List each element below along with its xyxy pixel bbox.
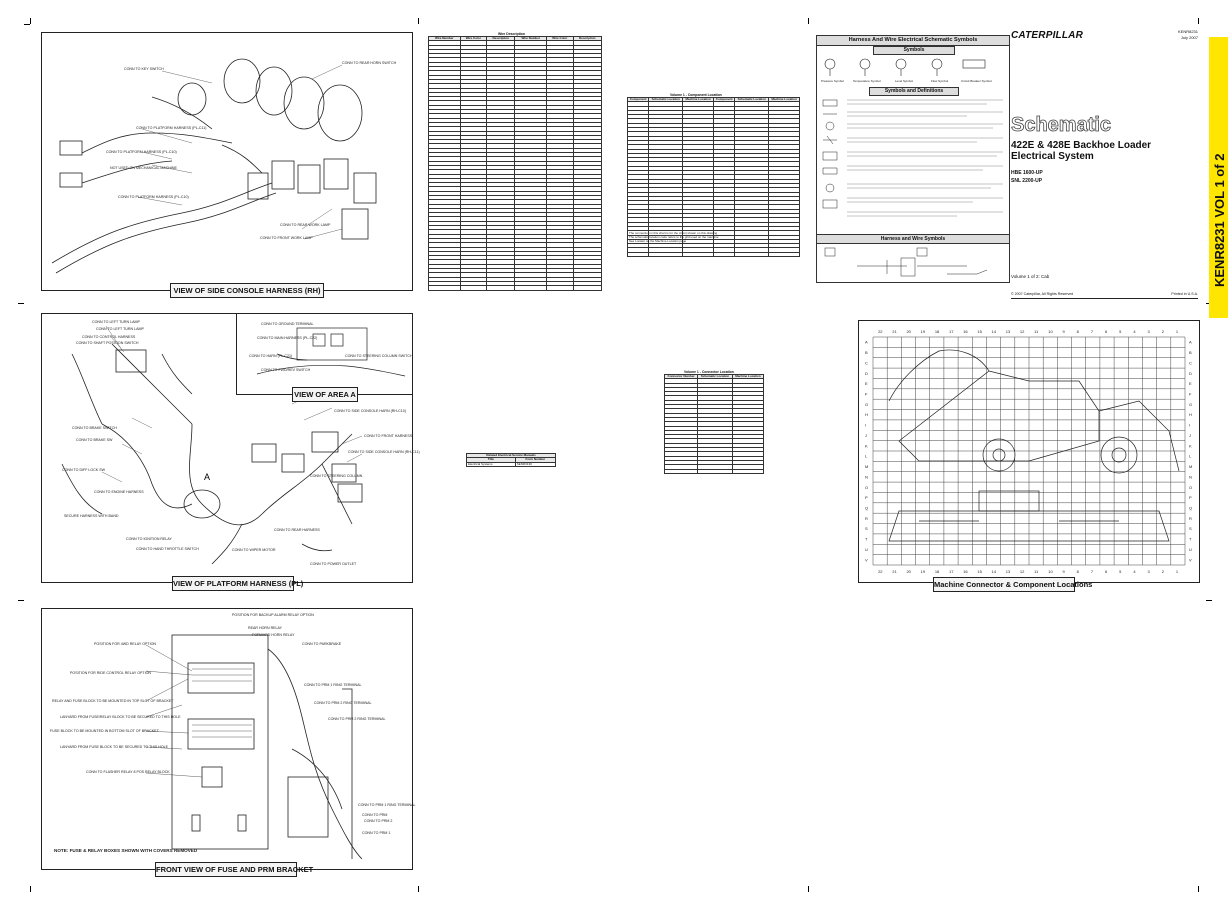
grid-column-label: 6	[1105, 569, 1108, 574]
callout-fuse-block: FUSE BLOCK TO BE MOUNTED IN BOTTOM SLOT OF BRACKET	[50, 729, 159, 733]
doc-number: KENR8231	[1177, 29, 1198, 34]
side-console-harness-drawing	[42, 33, 412, 290]
callout-side-console-c11: CONN TO SIDE CONSOLE HARN (RH-C11)	[348, 450, 420, 454]
callout-left-turn-lamp-2: CONN TO LEFT TURN LAMP	[96, 327, 144, 331]
grid-row-label: P	[1189, 495, 1192, 501]
caterpillar-logo: CATERPILLAR	[1011, 30, 1084, 41]
side-tab	[1209, 37, 1228, 318]
grid-row-label: U	[1189, 546, 1192, 552]
wire-row-cell	[573, 286, 601, 290]
callout-backup-alarm: POSITION FOR BACKUP ALARM RELAY OPTION	[232, 613, 314, 617]
grid-row-label: V	[1189, 557, 1192, 563]
grid-column-label: 20	[906, 329, 911, 334]
schematic-word: Schematic	[1011, 114, 1112, 136]
grid-row-label: J	[865, 432, 867, 438]
grid-column-label: 19	[920, 569, 926, 574]
grid-column-label: 8	[1076, 569, 1079, 574]
caption-side-console: VIEW OF SIDE CONSOLE HARNESS (RH)	[170, 283, 324, 298]
grid-column-label: 13	[1005, 329, 1011, 334]
comp-col-schematic-2: Schematic Location	[735, 98, 769, 102]
conn-col-schematic: Schematic Location	[698, 375, 733, 379]
grid-column-label: 3	[1147, 329, 1150, 334]
grid-column-label: 9	[1062, 329, 1065, 334]
symbols-subtitle: Symbols	[873, 46, 955, 55]
component-location-title: Volume 1 - Component Location	[670, 93, 722, 97]
component-row-cell	[769, 252, 800, 256]
grid-column-label: 21	[892, 569, 897, 574]
machine-location-panel	[858, 320, 1200, 583]
model-line-1: 422E & 428E Backhoe Loader	[1011, 140, 1152, 151]
callout-left-turn-lamp: CONN TO LEFT TURN LAMP	[92, 320, 140, 324]
component-row-cell	[683, 252, 714, 256]
grid-column-label: 19	[920, 329, 926, 334]
grid-column-label: 2	[1161, 329, 1164, 334]
grid-column-label: 14	[991, 329, 996, 334]
symbols-panel-title: Harness And Wire Electrical Schematic Symbols	[817, 36, 1009, 46]
callout-lanyard-bottom: LANYARD FROM FUSE BLOCK TO BE SECURED TO THIS HOLE	[60, 745, 169, 749]
grid-row-label: A	[865, 339, 868, 345]
grid-column-label: 21	[892, 329, 897, 334]
connector-row	[665, 469, 764, 473]
callout-hand-throttle: CONN TO HAND THROTTLE SWITCH	[136, 547, 199, 551]
grid-column-label: 14	[991, 569, 996, 574]
callout-secure-band: SECURE HARNESS WITH BAND	[64, 514, 119, 518]
grid-row-label: B	[1189, 350, 1192, 356]
grid-row-label: V	[865, 557, 868, 563]
title-divider	[1011, 298, 1198, 299]
grid-row-label: L	[865, 453, 868, 459]
grid-row-label: T	[865, 536, 868, 542]
connector-row-cell	[732, 469, 763, 473]
grid-row-label: N	[865, 474, 868, 480]
grid-row-label: F	[1189, 391, 1192, 397]
component-footnote-2: The schematic location code refers to the grid used on the machine	[629, 235, 719, 239]
wire-col-number: Wire Number	[429, 37, 461, 41]
callout-steering-column: CONN TO STEERING COLUMN	[310, 474, 363, 478]
callout-rear-harness: CONN TO REAR HARNESS	[274, 528, 320, 532]
serial-2: SNL 2200-UP	[1011, 178, 1043, 184]
callout-prm1: CONN TO PRM 1	[362, 831, 391, 835]
grid-column-label: 18	[934, 329, 940, 334]
callout-ground-terminal: CONN TO GROUND TERMINAL	[261, 322, 314, 326]
grid-row-label: U	[865, 546, 868, 552]
callout-key-switch: CONN TO KEY SWITCH	[124, 67, 164, 71]
grid-row-label: R	[1189, 515, 1192, 521]
grid-column-label: 13	[1005, 569, 1011, 574]
symbol-temperature: Temperature Symbol	[853, 79, 881, 83]
service-manuals-title: Related Electrical Service Manuals	[467, 454, 556, 458]
wire-row-cell	[460, 286, 486, 290]
callout-prm2: CONN TO PRM 2	[364, 819, 393, 823]
grid-column-label: 16	[963, 329, 968, 334]
grid-row-label: J	[1189, 432, 1191, 438]
connector-location-table	[664, 374, 764, 474]
grid-row-label: C	[1189, 360, 1192, 366]
callout-shaft-position-switch: CONN TO SHAFT POSITION SWITCH	[76, 341, 139, 345]
grid-row-label: C	[865, 360, 868, 366]
grid-row-label: I	[865, 422, 867, 428]
grid-column-label: 9	[1062, 569, 1065, 574]
copyright: © 2007 Caterpillar, All Rights Reserved	[1011, 292, 1074, 296]
wire-row-cell	[547, 286, 573, 290]
grid-row-label: D	[1189, 370, 1192, 376]
grid-column-label: 7	[1090, 329, 1094, 334]
definitions-drawing	[817, 96, 1009, 226]
caption-machine-locations: Machine Connector & Component Locations	[933, 577, 1075, 592]
grid-column-label: 5	[1119, 569, 1122, 574]
grid-column-label: 17	[949, 329, 954, 334]
callout-flasher-relay: CONN TO FLASHER RELAY 8 POS RELAY BLOCK	[86, 770, 170, 774]
connector-row-cell	[698, 469, 733, 473]
grid-row-label: M	[865, 464, 869, 470]
comp-col-schematic: Schematic Location	[649, 98, 683, 102]
grid-row-label: I	[1189, 422, 1191, 428]
grid-row-label: K	[865, 443, 868, 449]
grid-row-label: G	[865, 401, 869, 407]
doc-date: July 2007	[1180, 35, 1198, 40]
callout-rear-horn-relay: REAR HORN RELAY	[248, 626, 283, 630]
grid-row-label: O	[865, 484, 869, 490]
grid-column-label: 15	[977, 329, 982, 334]
grid-column-label: 4	[1133, 569, 1136, 574]
wire-description-table	[428, 36, 602, 291]
callout-side-console-c10: CONN TO SIDE CONSOLE HARN (RH-C10)	[334, 409, 406, 413]
grid-row-label: G	[1189, 401, 1193, 407]
grid-row-label: R	[865, 515, 868, 521]
grid-row-label: L	[1189, 453, 1192, 459]
wire-row-cell	[487, 286, 515, 290]
grid-column-label: 11	[1034, 329, 1039, 334]
grid-column-label: 22	[878, 569, 883, 574]
side-tab-title: KENR8231 VOL 1 of 2	[1212, 153, 1227, 287]
grid-row-label: D	[865, 370, 868, 376]
grid-column-label: 1	[1175, 329, 1179, 334]
wire-col-color-2: Wire Color	[547, 37, 573, 41]
grid-row-label: S	[865, 526, 868, 532]
comp-col-machine-2: Machine Location	[769, 98, 800, 102]
grid-column-label: 15	[977, 569, 982, 574]
grid-column-label: 2	[1161, 569, 1164, 574]
service-col-form: Form Number	[515, 458, 555, 462]
callout-brake-sw: CONN TO BRAKE SW	[76, 438, 113, 442]
callout-platform-harness-c11: CONN TO PLATFORM HARNESS (PL-C11)	[136, 126, 207, 130]
grid-row-label: B	[865, 350, 868, 356]
component-footnote-3: See Locator on the Machine Location page	[629, 239, 687, 243]
grid-row-label: K	[1189, 443, 1192, 449]
grid-column-label: 16	[963, 569, 968, 574]
callout-rear-work-lamp: CONN TO REAR WORK LAMP	[280, 223, 331, 227]
grid-column-label: 12	[1019, 329, 1025, 334]
callout-wiper-motor: CONN TO WIPER MOTOR	[232, 548, 276, 552]
grid-row-label: S	[1189, 526, 1192, 532]
callout-front-harness: CONN TO FRONT HARNESS	[364, 434, 413, 438]
machine-location-grid	[859, 321, 1199, 582]
callout-forward-horn-relay: FORWARD HORN RELAY	[252, 633, 295, 637]
component-row-cell	[735, 252, 769, 256]
callout-relay-fuse-block: RELAY AND FUSE BLOCK TO BE MOUNTED IN TOP SLOT OF BRACKET	[52, 699, 174, 703]
area-a-inset	[236, 313, 413, 395]
grid-column-label: 22	[878, 329, 883, 334]
wire-row-cell	[429, 286, 461, 290]
grid-row-label: N	[1189, 474, 1192, 480]
callout-control-harness: CONN TO CONTROL HARNESS	[82, 335, 136, 339]
grid-row-label: H	[1189, 412, 1192, 418]
symbol-circuit-breaker: Circuit Breaker Symbol	[961, 79, 992, 83]
caption-fuse-prm: FRONT VIEW OF FUSE AND PRM BRACKET	[155, 862, 297, 877]
callout-platform-harness-c10b: CONN TO PLATFORM HARNESS (PL-C10)	[118, 195, 189, 199]
comp-col-component-2: Component	[713, 98, 734, 102]
harness-symbols-drawing	[817, 244, 1009, 284]
conn-col-number: Connector Number	[665, 375, 698, 379]
grid-column-label: 17	[949, 569, 954, 574]
wire-col-color: Wire Color	[460, 37, 486, 41]
comp-col-machine: Machine Location	[683, 98, 714, 102]
area-a-marker: A	[204, 472, 211, 482]
component-row	[628, 252, 800, 256]
wire-description-title: Wire Description	[498, 32, 525, 36]
wire-row	[429, 286, 602, 290]
caption-area-a: VIEW OF AREA A	[292, 387, 358, 402]
callout-rear-horn-switch: CONN TO REAR HORN SWITCH	[342, 61, 397, 65]
grid-column-label: 3	[1147, 569, 1150, 574]
callout-ride-control: POSITION FOR RIDE CONTROL RELAY OPTION	[70, 671, 152, 675]
callout-prm2-ring: CONN TO PRM 2 RING TERMINAL	[314, 701, 372, 705]
grid-row-label: Q	[865, 505, 869, 511]
serial-1: HBE 1600-UP	[1011, 170, 1043, 176]
grid-row-label: T	[1189, 536, 1192, 542]
fuse-prm-panel	[41, 608, 416, 870]
grid-row-label: A	[1189, 339, 1192, 345]
grid-row-label: H	[865, 412, 868, 418]
callout-lanyard-top: LANYARD FROM FUSE/RELAY BLOCK TO BE SECURED TO THIS HOLE	[60, 715, 181, 719]
symbols-panel	[816, 35, 1010, 283]
grid-row-label: M	[1189, 464, 1193, 470]
callout-main-harness: CONN TO MAIN HARNESS (PL-C22)	[257, 336, 318, 340]
callout-fwd-rev-switch: CONN TO FWD/REV SWITCH	[261, 368, 311, 372]
component-row-cell	[713, 252, 734, 256]
grid-row-label: Q	[1189, 505, 1193, 511]
grid-row-label: O	[1189, 484, 1193, 490]
printed-in: Printed in U.S.A.	[1171, 292, 1198, 296]
callout-4wd-relay: POSITION FOR 4WD RELAY OPTION	[94, 642, 156, 646]
callout-not-used: NOT USED ON MECHANICAL MACHINE	[110, 166, 177, 170]
side-console-harness-panel	[41, 32, 413, 291]
grid-column-label: 11	[1034, 569, 1039, 574]
callout-front-work-lamp: CONN TO FRONT WORK LAMP	[260, 236, 313, 240]
service-col-title: Title	[467, 458, 516, 462]
callout-diff-lock: CONN TO DIFF LOCK SW	[62, 468, 105, 472]
callout-engine-harness: CONN TO ENGINE HARNESS	[94, 490, 144, 494]
grid-column-label: 8	[1076, 329, 1079, 334]
callout-brake-switch: CONN TO BRAKE SWITCH	[72, 426, 117, 430]
grid-column-label: 18	[934, 569, 940, 574]
fuse-prm-drawing	[42, 609, 412, 869]
grid-column-label: 4	[1133, 329, 1136, 334]
component-row-cell	[649, 252, 683, 256]
connector-location-title: Volume 1 - Connector Location	[684, 370, 734, 374]
service-manuals-table	[466, 453, 556, 467]
grid-row-label: E	[1189, 381, 1192, 387]
component-footnote-1: The connection in this chart is for the circuit shown on this drawing	[629, 231, 718, 235]
symbol-flow: Flow Symbol	[931, 79, 949, 83]
grid-row-label: F	[865, 391, 868, 397]
grid-column-label: 7	[1090, 569, 1094, 574]
wire-col-desc-2: Description	[573, 37, 601, 41]
wire-col-desc: Description	[487, 37, 515, 41]
fuse-note: NOTE: FUSE & RELAY BOXES SHOWN WITH COVERS REMOVED	[54, 848, 198, 853]
wire-row-cell	[515, 286, 547, 290]
grid-column-label: 20	[906, 569, 911, 574]
callout-prm2-ring-b: CONN TO PRM 2 RING TERMINAL	[328, 717, 386, 721]
service-row-title: Electrical Systems	[467, 462, 516, 466]
callout-parkbrake: CONN TO PARKBRAKE	[302, 642, 342, 646]
callout-steering-col-sw: CONN TO STEERING COLUMN SWITCH	[345, 354, 413, 358]
grid-column-label: 12	[1019, 569, 1025, 574]
callout-platform-harness-c10: CONN TO PLATFORM HARNESS (PL-C10)	[106, 150, 177, 154]
callout-prm: CONN TO PRM	[362, 813, 388, 817]
conn-col-machine: Machine Location	[732, 375, 763, 379]
component-row-cell	[628, 252, 649, 256]
symbol-level: Level Symbol	[895, 79, 914, 83]
grid-column-label: 10	[1048, 569, 1053, 574]
symbol-pressure: Pressure Symbol	[821, 79, 844, 83]
grid-column-label: 1	[1175, 569, 1179, 574]
harness-symbols-title: Harness and Wire Symbols	[817, 234, 1009, 244]
grid-column-label: 6	[1105, 329, 1108, 334]
volume-note: Volume 1 of 2: Cab	[1011, 274, 1050, 279]
service-row-form: SENR3130	[515, 462, 555, 466]
comp-col-component: Component	[628, 98, 649, 102]
connector-row-cell	[665, 469, 698, 473]
callout-power-outlet: CONN TO POWER OUTLET	[310, 562, 357, 566]
callout-prm1-ring: CONN TO PRM 1 RING TERMINAL	[304, 683, 362, 687]
grid-row-label: E	[865, 381, 868, 387]
grid-row-label: P	[865, 495, 868, 501]
grid-column-label: 10	[1048, 329, 1053, 334]
callout-prm1-ring-b: CONN TO PRM 1 RING TERMINAL	[358, 803, 416, 807]
grid-column-label: 5	[1119, 329, 1122, 334]
definitions-title: Symbols and Definitions	[869, 87, 959, 96]
wire-col-number-2: Wire Number	[515, 37, 547, 41]
model-line-2: Electrical System	[1011, 151, 1094, 162]
callout-harn-c21: CONN TO HARN (PL-C21)	[249, 354, 293, 358]
caption-platform: VIEW OF PLATFORM HARNESS (PL)	[172, 576, 294, 591]
callout-ignition-relay: CONN TO IGNITION RELAY	[126, 537, 172, 541]
